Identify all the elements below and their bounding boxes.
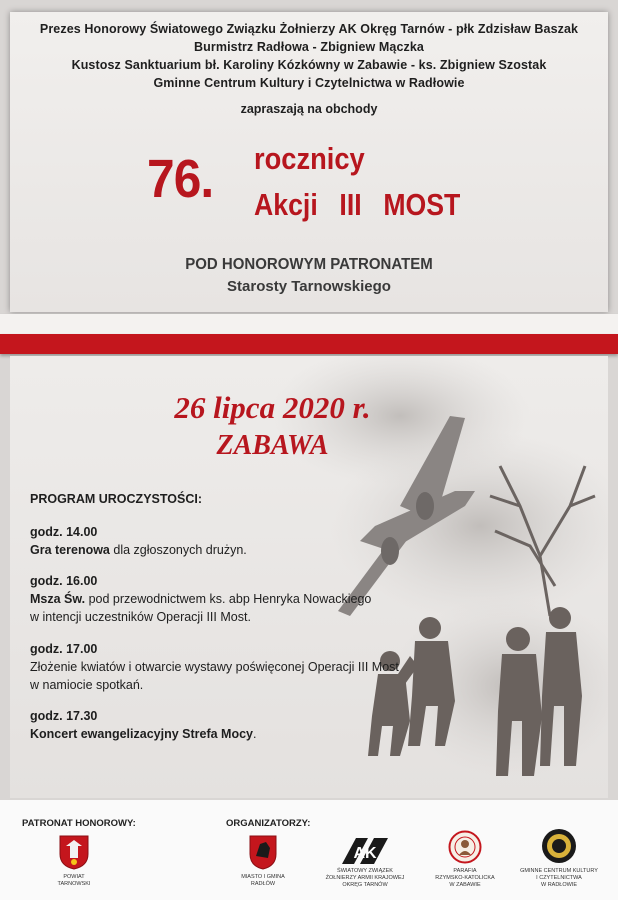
gckic-emblem-icon [541, 828, 577, 864]
patronage-name: Starosty Tarnowskiego [227, 278, 391, 295]
invitation-text: zapraszają na obchody [240, 102, 378, 116]
program-time-2: godz. 16.00 [30, 574, 98, 588]
anniversary-number: 76. [147, 149, 214, 209]
patronage-heading: POD HONOROWYM PATRONATEM [185, 255, 433, 274]
program-desc-1-bold: Gra terenowa [30, 543, 110, 557]
ak-anchor-logo-icon [338, 836, 392, 866]
radlow-caption-line1: MIASTO I GMINA [241, 874, 285, 880]
radlow-caption [232, 874, 294, 888]
program-desc-2-bold: Msza Św. [30, 592, 86, 606]
gckic-caption-line2: I CZYTELNICTWA [536, 875, 582, 881]
program-desc-1 [30, 541, 247, 559]
program-desc-3-line2: w namiocie spotkań. [30, 678, 144, 692]
parish-caption-line2: RZYMSKO-KATOLICKA [435, 875, 495, 881]
ak-mark-text: AK [353, 845, 377, 862]
host-line-1: Prezes Honorowy Światowego Związku Żołnierzy AK Okręg Tarnów - płk Zdzisław Baszak [39, 22, 579, 36]
flag-stripe-white [0, 314, 618, 334]
event-place: ZABAWA [216, 430, 329, 461]
ak-caption-line1: ŚWIATOWY ZWIĄZEK [337, 868, 393, 874]
program-desc-4-rest: . [253, 727, 257, 741]
program-time-4: godz. 17.30 [30, 709, 98, 723]
program-desc-2-rest: pod przewodnictwem ks. abp Henryka Nowackiego [85, 592, 372, 606]
parish-caption-line1: PARAFIA [453, 868, 477, 874]
program-desc-4 [30, 725, 256, 743]
powiat-caption-line2: TARNOWSKI [57, 881, 91, 887]
gckic-caption-line3: W RADŁOWIE [540, 882, 578, 888]
title-action-name: Akcji III MOST [254, 187, 461, 222]
flag-stripe-red [0, 334, 618, 354]
host-line-3: Kustosz Sanktuarium bł. Karoliny Kózkówny w Zabawie - ks. Zbigniew Szostak [71, 58, 547, 72]
program-time-1: godz. 14.00 [30, 525, 98, 539]
ak-caption [322, 868, 408, 889]
powiat-caption [44, 874, 104, 888]
host-line-4: Gminne Centrum Kultury i Czytelnictwa w Radłowie [153, 76, 465, 90]
program-desc-4-bold: Koncert ewangelizacyjny Strefa Mocy [30, 727, 253, 741]
host-line-2: Burmistrz Radłowa - Zbigniew Mączka [194, 40, 424, 54]
radlow-coat-of-arms-icon [248, 834, 278, 870]
program-time-3: godz. 17.00 [30, 642, 98, 656]
gckic-caption-line1: GMINNE CENTRUM KULTURY [520, 868, 598, 874]
ak-caption-line3: OKRĘG TARNÓW [342, 882, 388, 888]
powiat-caption-line1: POWIAT [63, 874, 85, 880]
parish-seal-icon [448, 830, 482, 864]
powiat-coat-of-arms-icon [58, 834, 90, 870]
parish-caption [430, 868, 500, 889]
program-desc-2-line2: w intencji uczestników Operacji III Most. [30, 610, 251, 624]
program-desc-2 [30, 590, 371, 608]
gckic-caption [518, 868, 600, 889]
ak-caption-line2: ŻOŁNIERZY ARMII KRAJOWEJ [325, 875, 405, 881]
parish-caption-line3: W ZABAWIE [449, 882, 481, 888]
radlow-caption-line2: RADŁÓW [250, 881, 276, 887]
organizers-title: ORGANIZATORZY: [226, 818, 311, 829]
program-desc-1-rest: dla zgłoszonych drużyn. [109, 543, 247, 557]
honorary-patronage-title: PATRONAT HONOROWY: [22, 818, 136, 829]
event-date: 26 lipca 2020 r. [174, 390, 371, 425]
title-word-rocznicy: rocznicy [254, 141, 365, 176]
program-desc-3: Złożenie kwiatów i otwarcie wystawy poświęconej Operacji III Most [30, 660, 399, 674]
program-heading: PROGRAM UROCZYSTOŚCI: [30, 492, 202, 506]
